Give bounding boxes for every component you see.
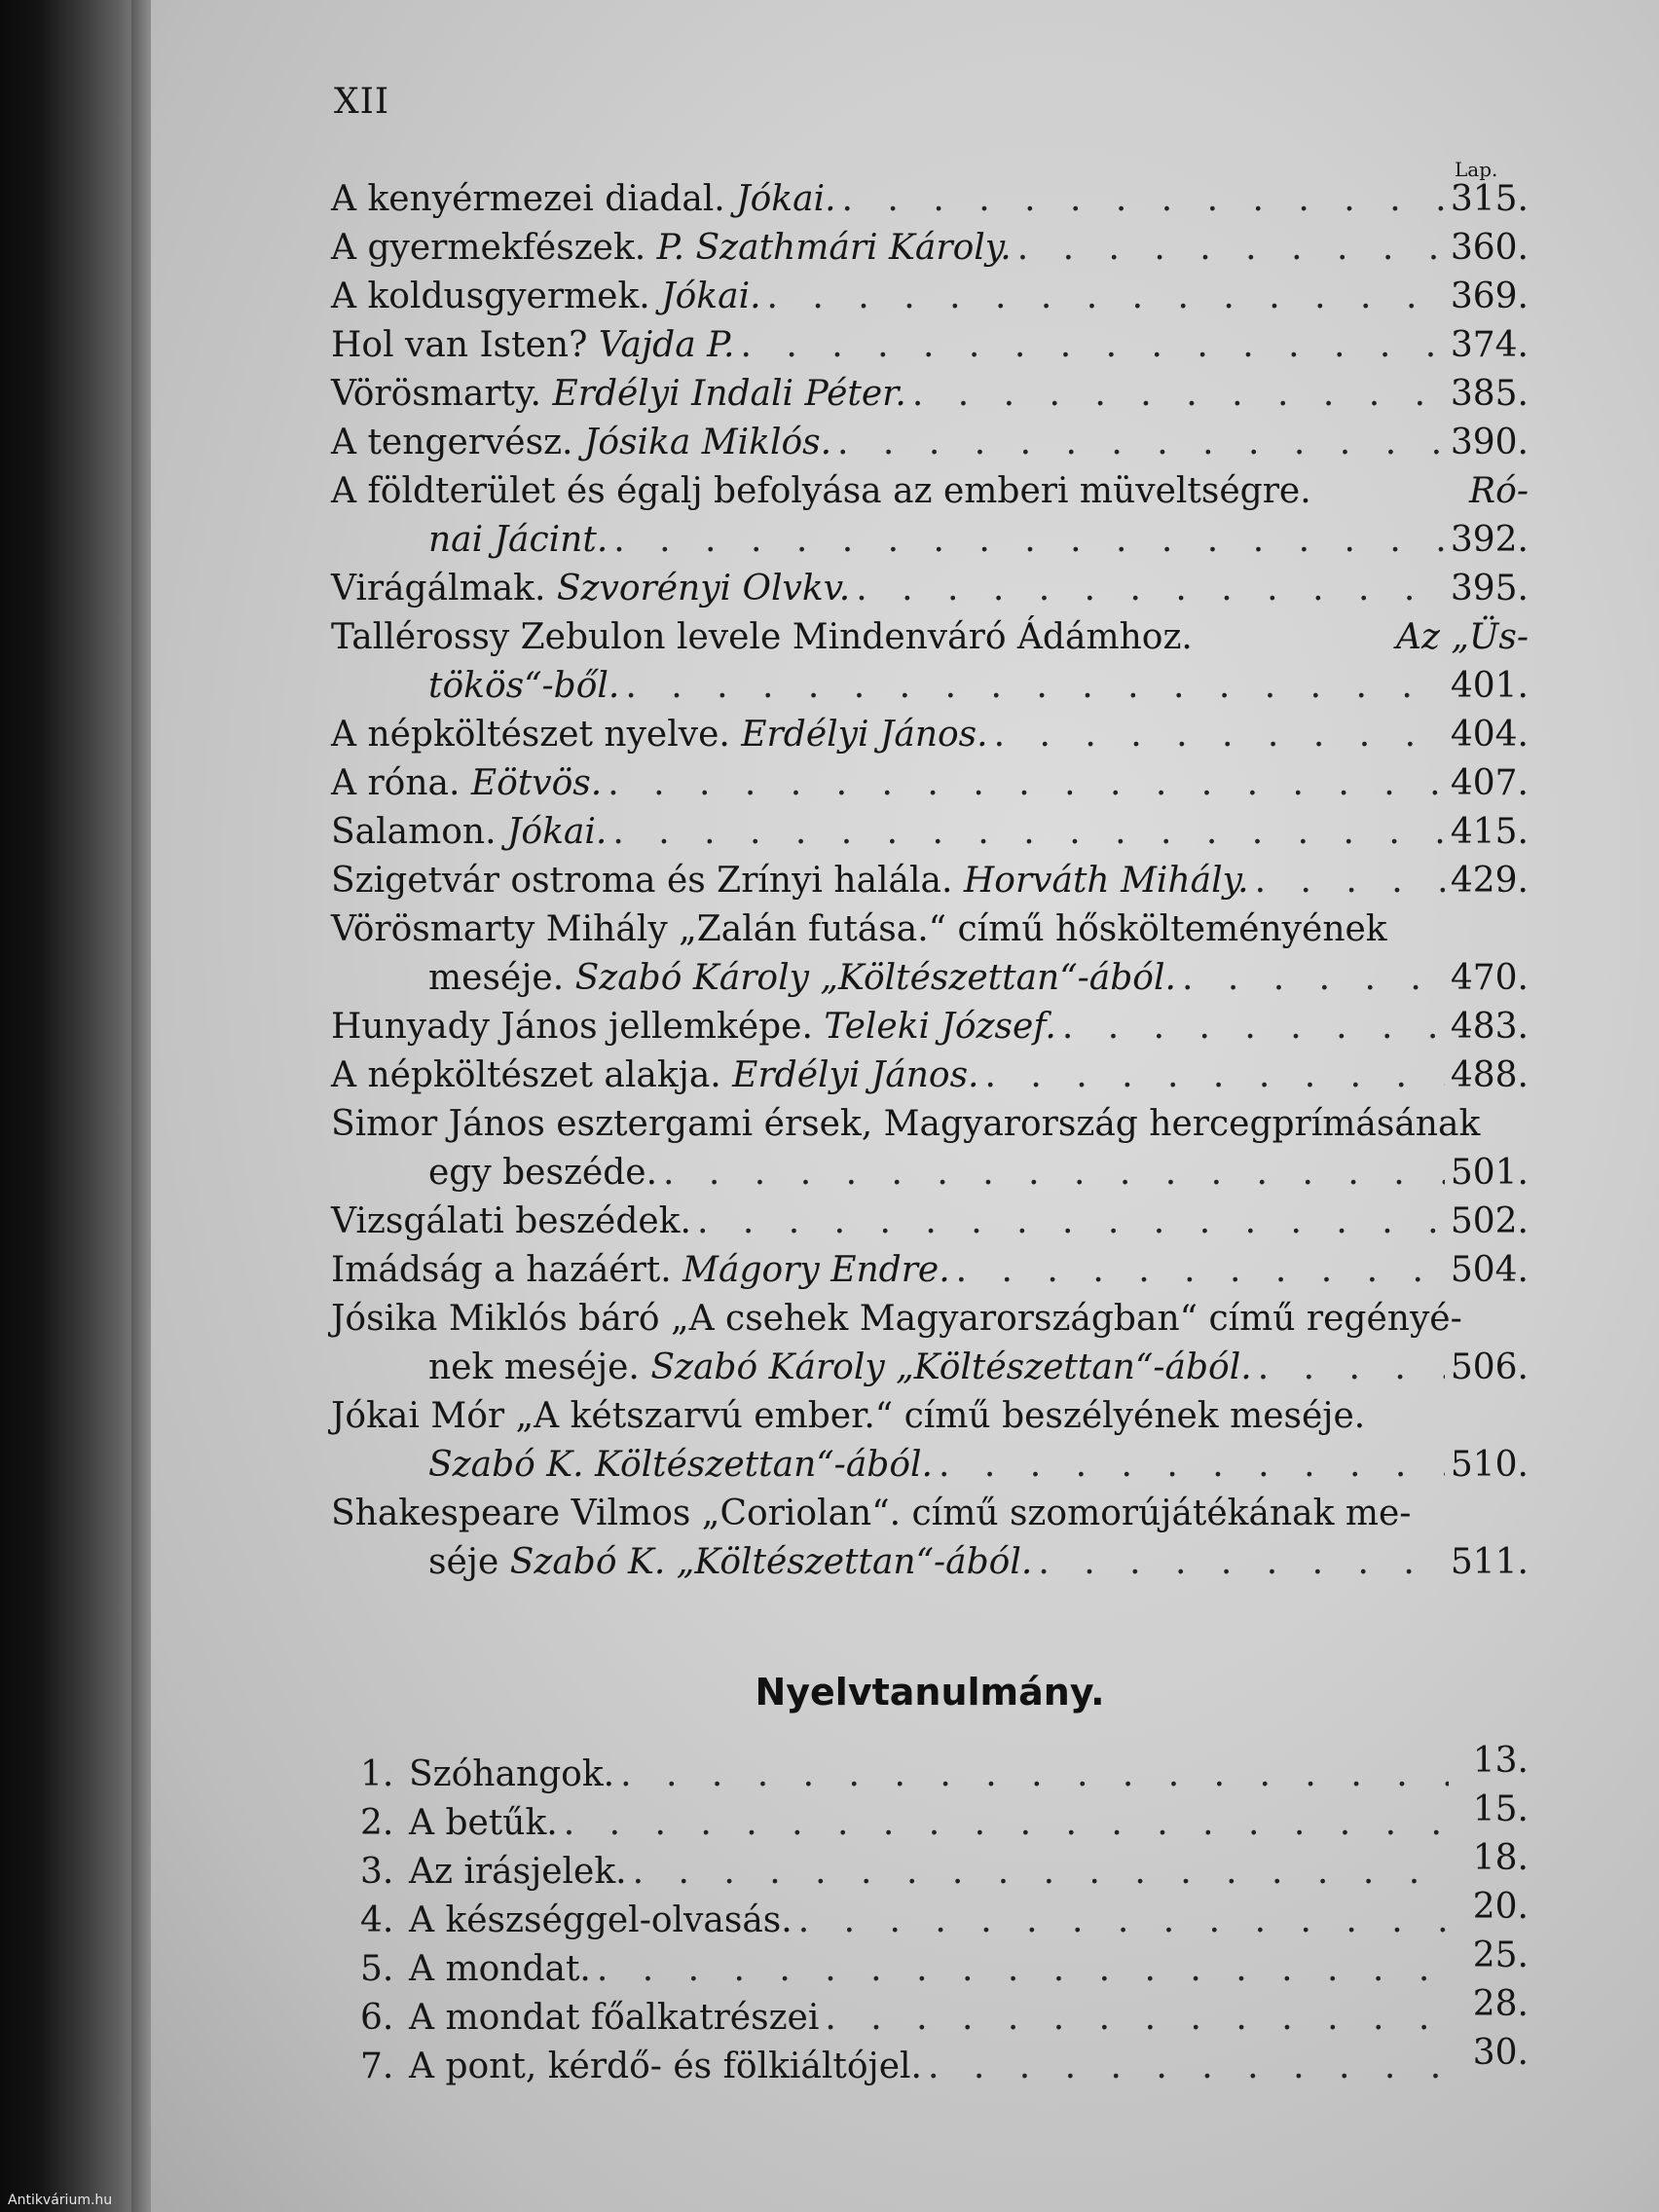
toc-line [331, 1246, 1529, 1295]
lesson-item [360, 1887, 1529, 1949]
lesson-item [360, 1741, 1529, 1803]
entry-page-number: 369. [1450, 276, 1529, 316]
entry-title: A földterület és égalj befolyása az emberi müveltségre. [331, 471, 1323, 511]
toc-entry [331, 1051, 1529, 1100]
entry-page-number: 511. [1450, 1542, 1529, 1582]
lesson-list [360, 1741, 1529, 2095]
lesson-page-number: 25. [1472, 1936, 1529, 1975]
lesson-page-number: 28. [1472, 1984, 1529, 2024]
entry-title: A népköltészet nyelve. [331, 715, 742, 755]
toc-entry [331, 857, 1529, 905]
leader-dots [612, 808, 1445, 857]
entry-page-number: 510. [1450, 1445, 1529, 1485]
entry-title: Jósika Miklós báró „A csehek Magyarországban“ című regényé- [331, 1299, 1462, 1339]
lesson-item [360, 1936, 1529, 1998]
leader-dots [985, 1051, 1445, 1100]
entry-title: Vörösmarty. [331, 374, 553, 414]
toc-line [331, 273, 1529, 321]
toc-line [331, 1538, 1529, 1587]
book-binding [0, 0, 136, 2212]
toc-entry [331, 808, 1529, 857]
entry-author: Jósika Miklós. [583, 423, 832, 462]
entry-title: A népköltészet alakja. [331, 1055, 733, 1095]
entry-page-number: 392. [1450, 520, 1529, 560]
toc-entry [331, 467, 1529, 565]
entry-title: egy beszéde. [428, 1153, 658, 1193]
lesson-page-number: 18. [1472, 1838, 1529, 1878]
toc-line [331, 1149, 1529, 1198]
entry-page-number: 374. [1450, 325, 1529, 365]
entry-author: tökös“-ből. [428, 666, 620, 706]
leader-dots [842, 175, 1445, 224]
leader-dots [1062, 1003, 1445, 1051]
toc-line [331, 1295, 1529, 1344]
toc-line [331, 1392, 1529, 1441]
entry-title: séje [428, 1542, 510, 1582]
entry-author: Szabó Károly „Költészettan“-ából. [574, 958, 1176, 998]
toc-line [331, 857, 1529, 905]
entry-title: A gyermekfészek. [331, 228, 657, 268]
leader-dots [1182, 954, 1445, 1003]
toc-line [331, 1198, 1529, 1246]
entry-author: Jókai. [661, 276, 761, 316]
entry-author: Eötvös. [470, 763, 603, 803]
entry-title: Simor János esztergami érsek, Magyarország hercegprímásának [331, 1104, 1481, 1144]
toc-line [331, 516, 1529, 565]
toc-line [331, 613, 1529, 662]
lesson-title: Szóhangok. [409, 1754, 615, 1794]
toc-entry [331, 419, 1529, 467]
toc-entry [331, 1490, 1529, 1587]
leader-dots [912, 370, 1445, 419]
entry-author: Szvorényi Olvkv. [556, 569, 851, 608]
toc-entry [331, 613, 1529, 711]
lesson-title: A pont, kérdő- és fölkiáltójel. [409, 2046, 922, 2086]
leader-dots [798, 1900, 1449, 1940]
entry-title: Hol van Isten? [331, 325, 599, 365]
toc-entry [331, 273, 1529, 321]
page-number: XII [334, 82, 390, 122]
entry-author: Ró- [1469, 471, 1529, 511]
entry-author: Vajda P. [598, 325, 735, 365]
lesson-title: A készséggel-olvasás. [409, 1900, 793, 1940]
toc-line [331, 1003, 1529, 1051]
lesson-number: 7. [360, 2046, 394, 2086]
toc-entry [331, 1392, 1529, 1490]
leader-dots [1038, 1538, 1445, 1587]
leader-dots [1255, 857, 1445, 905]
toc-line [331, 662, 1529, 711]
toc-line [331, 1100, 1529, 1149]
toc-line [331, 759, 1529, 808]
entry-page-number: 360. [1450, 228, 1529, 268]
entry-page-number: 506. [1450, 1347, 1529, 1387]
toc-entry [331, 1246, 1529, 1295]
entry-title: A kenyérmezei diadal. [331, 179, 737, 219]
table-of-contents [331, 175, 1529, 1587]
entry-title: Virágálmak. [331, 569, 557, 608]
entry-author: P. Szathmári Károly. [656, 228, 1012, 268]
leader-dots [741, 321, 1445, 370]
toc-line [331, 321, 1529, 370]
entry-title: nek meséje. [428, 1347, 651, 1387]
entry-page-number: 385. [1450, 374, 1529, 414]
toc-entry [331, 321, 1529, 370]
entry-page-number: 501. [1450, 1153, 1529, 1193]
toc-entry [331, 711, 1529, 759]
entry-author: Teleki József. [824, 1007, 1056, 1047]
lesson-item [360, 1838, 1529, 1900]
lesson-number: 4. [360, 1900, 394, 1940]
lesson-item [360, 1984, 1529, 2046]
toc-line [331, 1490, 1529, 1538]
entry-title: meséje. [428, 958, 575, 998]
entry-page-number: 315. [1450, 179, 1529, 219]
lesson-number: 2. [360, 1803, 394, 1843]
entry-title: Hunyady János jellemképe. [331, 1007, 825, 1047]
entry-page-number: 401. [1450, 666, 1529, 706]
lesson-number: 3. [360, 1852, 394, 1892]
lesson-page-number: 15. [1472, 1789, 1529, 1829]
toc-entry [331, 1295, 1529, 1392]
leader-dots [956, 1246, 1445, 1295]
toc-entry [331, 565, 1529, 613]
entry-author: nai Jácint. [428, 520, 608, 560]
entry-page-number: 504. [1450, 1250, 1529, 1290]
leader-dots [837, 419, 1445, 467]
lesson-title: Az irásjelek. [409, 1852, 627, 1892]
leader-dots [597, 1949, 1449, 1989]
entry-title: Vizsgálati beszédek. [331, 1201, 691, 1241]
toc-line [331, 808, 1529, 857]
toc-line [331, 370, 1529, 419]
toc-entry [331, 224, 1529, 273]
toc-line [331, 224, 1529, 273]
entry-page-number: 390. [1450, 423, 1529, 462]
lesson-item [360, 2033, 1529, 2095]
toc-line [331, 419, 1529, 467]
toc-line [331, 1344, 1529, 1392]
leader-dots [633, 1852, 1449, 1892]
entry-author: Erdélyi Indali Péter. [552, 374, 906, 414]
lesson-page-number: 20. [1472, 1887, 1529, 1927]
leader-dots [625, 662, 1444, 711]
toc-line [331, 954, 1529, 1003]
lesson-title: A mondat. [409, 1949, 591, 1989]
entry-author: Jókai. [736, 179, 836, 219]
toc-entry [331, 175, 1529, 224]
entry-title: A róna. [331, 763, 471, 803]
entry-author: Erdélyi János. [741, 715, 988, 755]
toc-entry [331, 905, 1529, 1003]
watermark: Antikvárium.hu [8, 2193, 113, 2208]
leader-dots [697, 1198, 1445, 1246]
entry-title: A koldusgyermek. [331, 276, 662, 316]
toc-line [331, 565, 1529, 613]
entry-author: Horváth Mihály. [963, 861, 1249, 901]
toc-entry [331, 759, 1529, 808]
entry-page-number: 407. [1450, 763, 1529, 803]
leader-dots [608, 759, 1445, 808]
page-edge-shadow [131, 0, 151, 2212]
entry-page-number: 502. [1450, 1201, 1529, 1241]
lesson-number: 6. [360, 1998, 394, 2038]
entry-page-number: 488. [1450, 1055, 1529, 1095]
section-title: Nyelvtanulmány. [755, 1671, 1105, 1714]
leader-dots [1017, 224, 1445, 273]
entry-author: Az „Üs- [1395, 617, 1529, 657]
lesson-title: A mondat főalkatrészei [409, 1998, 820, 2038]
entry-page-number: 404. [1450, 715, 1529, 755]
leader-dots [825, 1998, 1449, 2038]
entry-author: Mágory Endre. [682, 1250, 950, 1290]
entry-page-number: 395. [1450, 569, 1529, 608]
entry-title: Imádság a hazáért. [331, 1250, 683, 1290]
toc-line [331, 905, 1529, 954]
entry-title: Salamon. [331, 812, 507, 852]
entry-page-number: 470. [1450, 958, 1529, 998]
entry-page-number: 415. [1450, 812, 1529, 852]
leader-dots [620, 1754, 1449, 1794]
leader-dots [1258, 1344, 1445, 1392]
toc-entry [331, 1003, 1529, 1051]
leader-dots [767, 273, 1445, 321]
lesson-number: 1. [360, 1754, 394, 1794]
entry-page-number: 429. [1450, 861, 1529, 901]
entry-author: Jókai. [506, 812, 608, 852]
leader-dots [928, 2046, 1449, 2086]
entry-title: A tengervész. [331, 423, 584, 462]
lesson-item [360, 1789, 1529, 1852]
leader-dots [994, 711, 1445, 759]
leader-dots [663, 1149, 1445, 1198]
entry-author: Szabó K. „Költészettan“-ából. [509, 1542, 1033, 1582]
entry-title: Tallérossy Zebulon levele Mindenváró Ádámhoz. [331, 617, 1204, 657]
lesson-page-number: 30. [1472, 2033, 1529, 2073]
toc-line [331, 175, 1529, 224]
entry-author: Szabó Károly „Költészettan“-ából. [650, 1347, 1252, 1387]
leader-dots [939, 1441, 1445, 1490]
entry-author: Szabó K. Költészettan“-ából. [428, 1445, 933, 1485]
toc-entry [331, 1198, 1529, 1246]
entry-title: Shakespeare Vilmos „Coriolan“. című szomorújátékának me- [331, 1493, 1412, 1533]
lesson-title: A betűk. [409, 1803, 558, 1843]
toc-line [331, 1441, 1529, 1490]
entry-author: Erdélyi János. [732, 1055, 979, 1095]
leader-dots [564, 1803, 1449, 1843]
entry-title: Vörösmarty Mihály „Zalán futása.“ című hőskölteményének [331, 909, 1387, 949]
lesson-page-number: 13. [1472, 1741, 1529, 1781]
toc-line [331, 1051, 1529, 1100]
leader-dots [613, 516, 1445, 565]
lesson-number: 5. [360, 1949, 394, 1989]
toc-line [331, 711, 1529, 759]
page-column-label: Lap. [1455, 158, 1498, 181]
entry-page-number: 483. [1450, 1007, 1529, 1047]
toc-line [331, 467, 1529, 516]
toc-entry [331, 1100, 1529, 1198]
leader-dots [856, 565, 1445, 613]
entry-title: Szigetvár ostroma és Zrínyi halála. [331, 861, 964, 901]
entry-title: Jókai Mór „A kétszarvú ember.“ című beszélyének meséje. [331, 1396, 1366, 1436]
toc-entry [331, 370, 1529, 419]
